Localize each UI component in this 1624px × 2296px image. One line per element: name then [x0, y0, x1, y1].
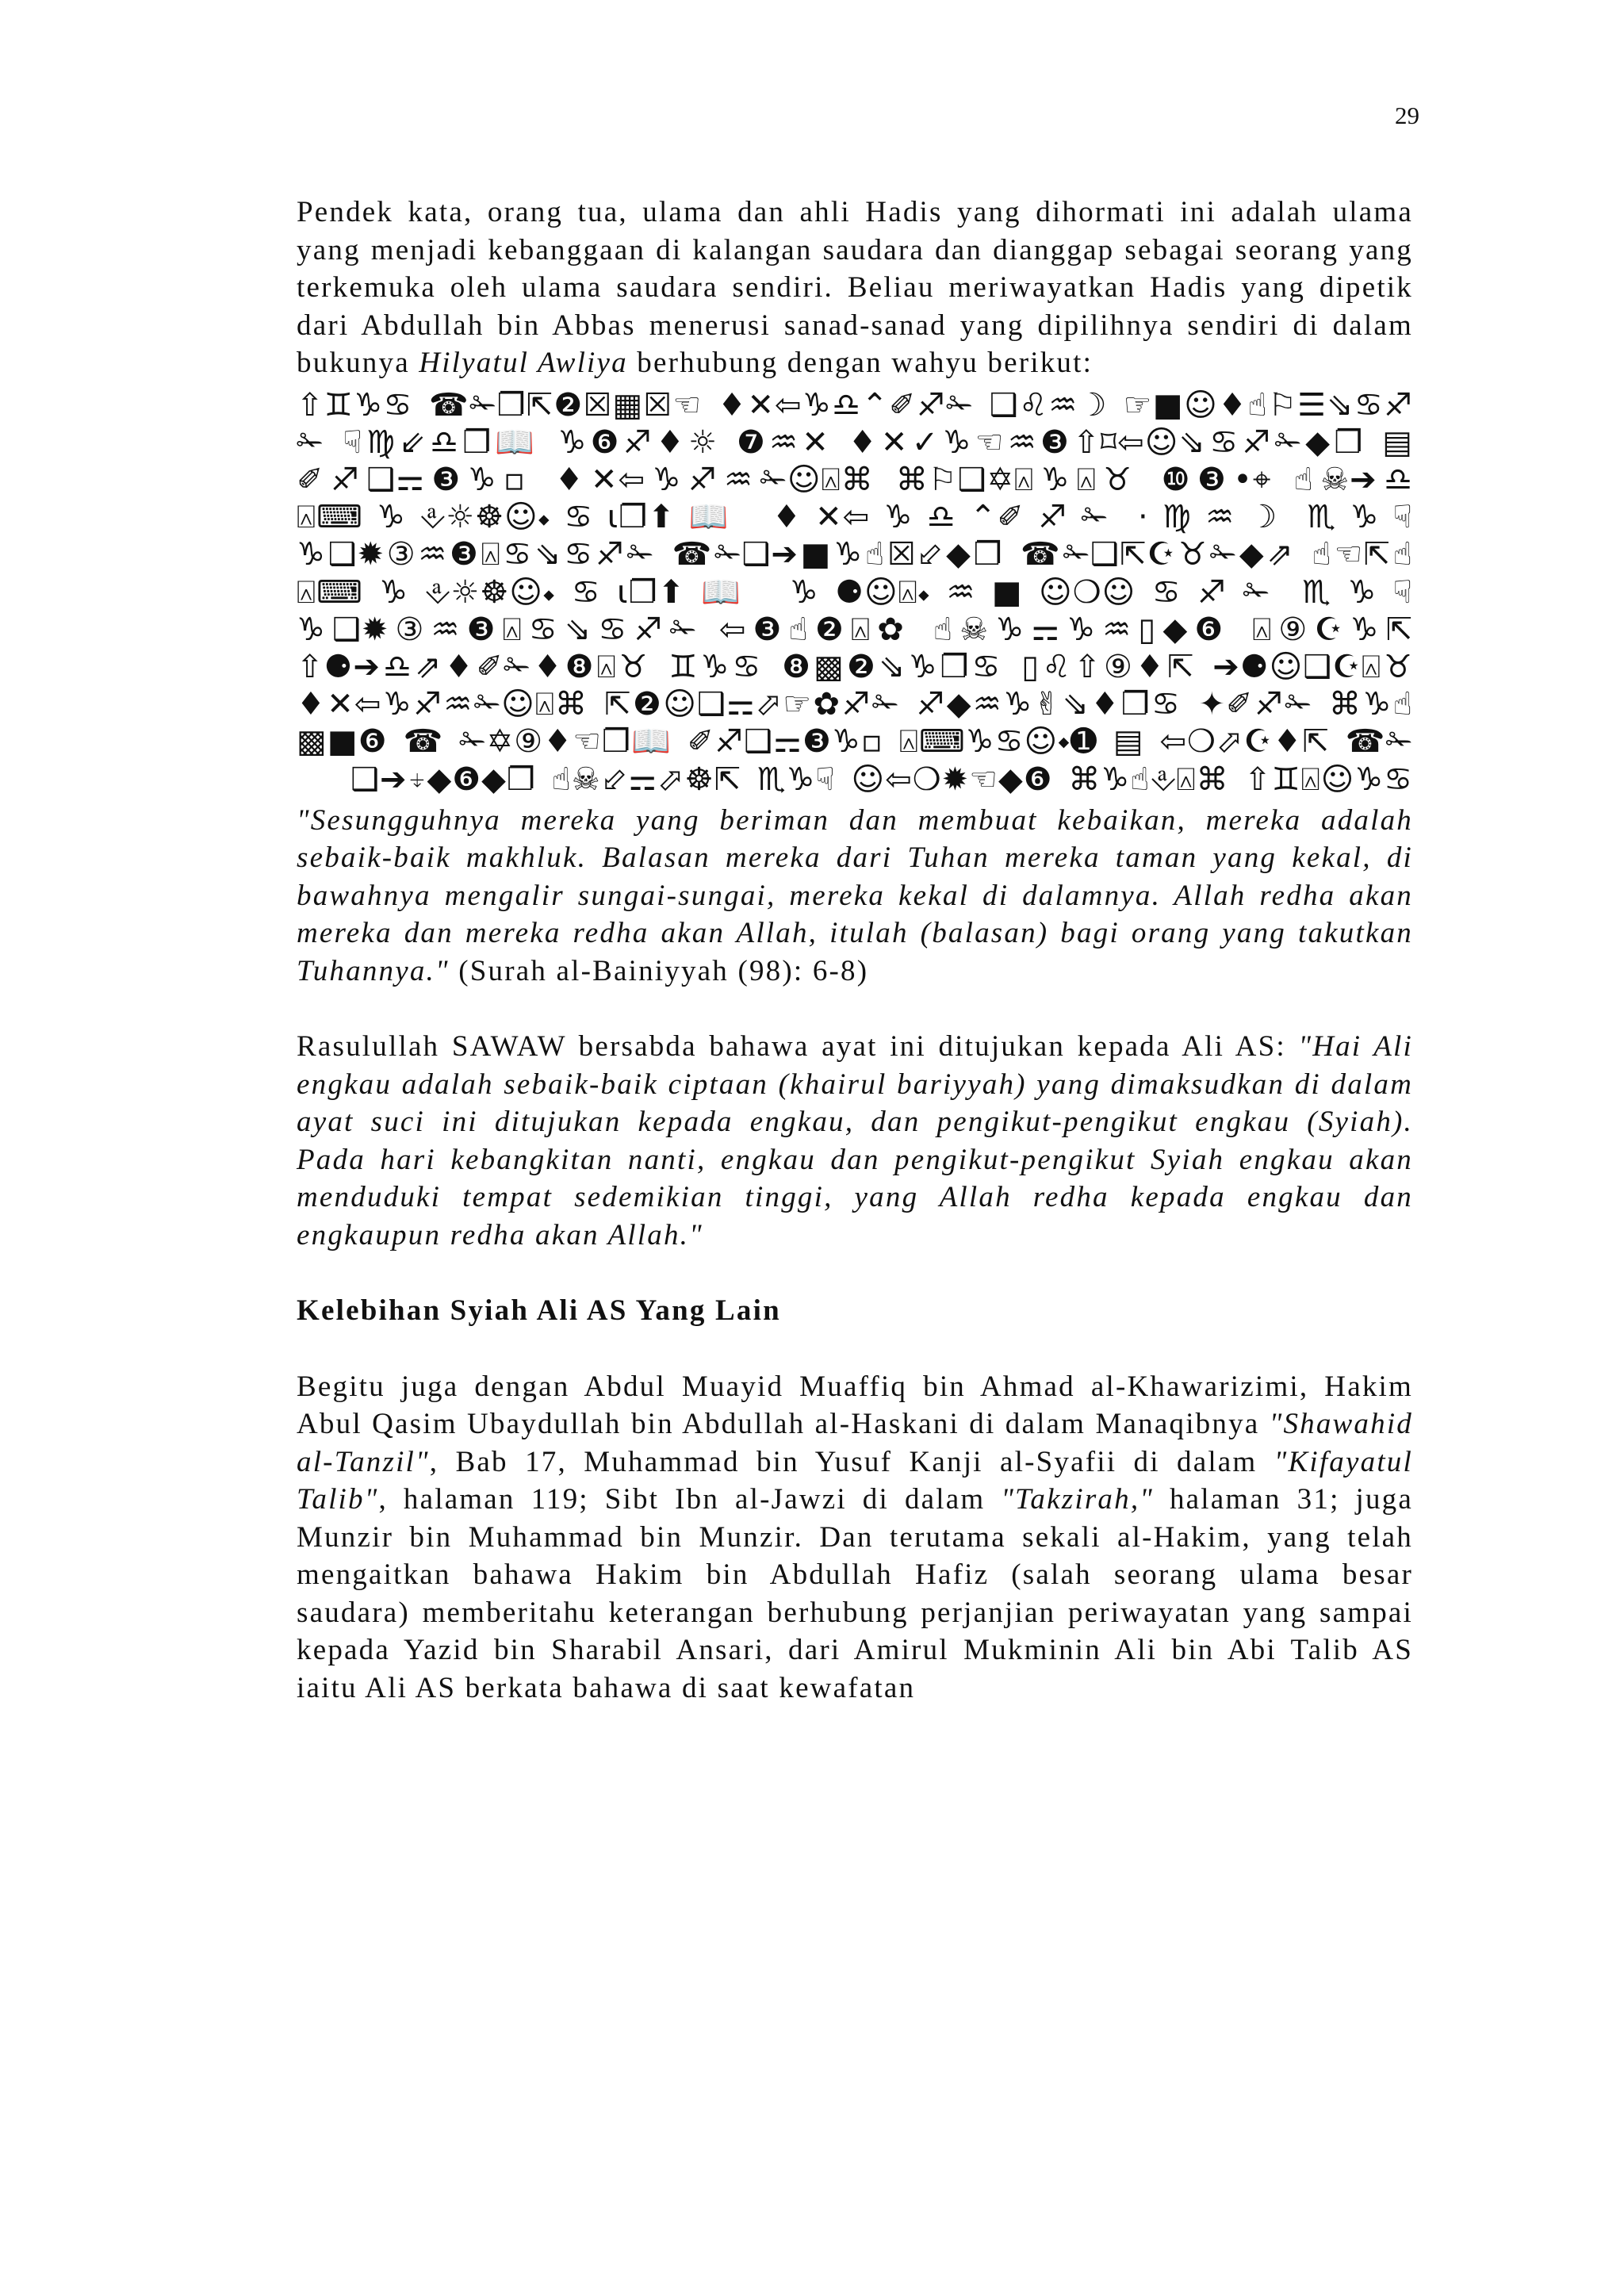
paragraph-references — [297, 1368, 1413, 1708]
hadith-quote: "Hai Ali engkau adalah sebaik-baik ciptaan (khairul bariyyah) yang dimaksudkan di dalam ayat suci ini ditujukan kepada engkau, dan pengikut-pengikut engkau (Syiah). Pada hari kebangkitan nanti, engkau dan pengikut-pengikut Syiah engkau akan menduduki tempat sedemikian tinggi, yang Allah redha kepada engkau dan engkaupun redha akan Allah." — [297, 1030, 1413, 1251]
intro-text-end: berhubung dengan wahyu berikut: — [627, 347, 1094, 379]
book-title-takzirah: "Takzirah," — [1001, 1483, 1155, 1516]
ref-text-e: , halaman 119; Sibt Ibn al-Jawzi di dalam — [378, 1483, 1002, 1516]
spacer — [297, 1254, 1413, 1292]
spacer — [297, 1330, 1413, 1368]
book-title-hilyatul-awliya: Hilyatul Awliya — [419, 347, 628, 379]
book-title-shawahid: "Shawahid al-Tanzil" — [297, 1408, 1413, 1478]
ref-text-c: , Bab 17, Muhammad bin Yusuf Kanji al-Syafii di dalam — [429, 1445, 1274, 1478]
paragraph-hadith — [297, 1028, 1413, 1254]
ref-text-a: Begitu juga dengan Abdul Muayid Muaffiq bin Ahmad al-Khawarizimi, Hakim Abul Qasim Ubaydullah bin Abdullah al-Haskani di dalam Manaqibnya — [297, 1370, 1413, 1441]
intro-text: Pendek kata, orang tua, ulama dan ahli Hadis yang dihormati ini adalah ulama yang menjadi kebanggaan di kalangan saudara dan dianggap sebagai seorang yang terkemuka oleh ulama saudara sendiri. Beliau meriwayatkan Hadis yang dipetik dari Abdullah bin Abbas menerusi sanad-sanad yang dipilihnya sendiri di dalam bukunya — [297, 196, 1413, 379]
book-title-kifayatul: "Kifayatul Talib" — [297, 1445, 1413, 1516]
quran-reference: (Surah al-Bainiyyah (98): 6-8) — [449, 954, 869, 987]
quran-translation: "Sesungguhnya mereka yang beriman dan membuat kebaikan, mereka adalah sebaik-baik makhluk. Balasan mereka dari Tuhan mereka taman yang kekal, di bawahnya mengalir sungai-sungai, mereka kekal di dalamnya. Allah redha akan mereka dan mereka redha akan Allah, itulah (balasan) bagi orang yang takutkan Tuhannya." — [297, 803, 1413, 987]
paragraph-quran-translation — [297, 802, 1413, 991]
page-content — [297, 194, 1413, 1707]
hadith-intro: Rasulullah SAWAW bersabda bahawa ayat ini ditujukan kepada Ali AS: — [297, 1030, 1299, 1064]
section-heading: Kelebihan Syiah Ali AS Yang Lain — [297, 1294, 781, 1328]
spacer — [297, 990, 1413, 1028]
ref-text-g: halaman 31; juga Munzir bin Muhammad bin Munzir. Dan terutama sekali al-Hakim, yang telah mengaitkan bahawa Hakim bin Abdullah Hafiz (salah seorang ulama besar saudara) memberitahu keterangan berhubung perjanjian periwayatan yang sampai kepada Yazid bin Sharabil Ansari, dari Amirul Mukminin Ali bin Abi Talib AS iaitu Ali AS berkata bahawa di saat kewafatan — [297, 1483, 1413, 1704]
paragraph-intro — [297, 194, 1413, 382]
page-number: 29 — [1395, 102, 1419, 129]
arabic-verse-glyphs: ⇧♊♑♋ ☎✁❐⇱❷☒▦☒☜ ♦✕⇦♑♎⌃✐♐✁ ❑♌♒☽ ☞■☺♦☝⚐☰⇘♋♐✁ ☟♍⇙♎❐📖 ♑❻♐♦☼ ❼♒✕ ♦✕✓♑☜♒❸⇧⌑⇦☺⇘♋♐✁◆❐ ▤ ✐♐❑⚎❸♑▫ ♦✕⇦♑♐♒✁☺⍓⌘ ⌘⚐❑✡⍓♑⍓♉ ❿❸•⌖ ☝☠➔♎ ⍓⌨♑⎀☼☸☺⬩♋⍳❐⬆📖 ♦✕⇦♑♎⌃✐♐✁ ·♍♒☽ ♏♑☟ ♑❑✹③♒❸⍓♋⇘♋♐✁ ☎✁❑➔■♑☝☒⬃◆❐ ☎✁❑⇱☪♉✁◆⇗ ☝☜⇱☝ ⍓⌨♑⎀☼☸☺⬩♋⍳❐⬆📖 ♑⚈☺⍓⬩♒■☺❍☺♋♐✁ ♏♑☟ ♑❑✹③♒❸⍓♋⇘♋♐✁ ⇦❸☝❷⍓✿ ☝☠♑⚎♑♒▯◆❻ ⍓⑨☪♑⇱ ⇧⚈➔♎⇗♦✐✁♦❽⍓♉ ♊♑♋ ❽▩❷⇘♑❐♋ ▯♌⇧⑨♦⇱ ➔⚈☺❑☪⍓♉ ♦✕⇦♑♐♒✁☺⍓⌘ ⇱❷☺❑⚎⬀☞✿♐✁ ♐◆♒♑✌⇘♦❐♋ ✦✐♐✁ ⌘♑☝▩■❻ ☎ ✁✡⑨♦☜❐📖 ✐♐❑⚎❸♑▫ ⍓⌨♑♋☺⬩➊ ▤ ⇦❍⬀☪♦⇱ ☎✁❑➔⍖◆❻◆❐ ☝☠⬃⚎⬀☸⇱ ♏♑☟ ☺⇦❍✹☜◆❻ ⌘♑☝⎀⍓⌘ ⇧♊⍓☺♑♋ — [297, 386, 1413, 798]
